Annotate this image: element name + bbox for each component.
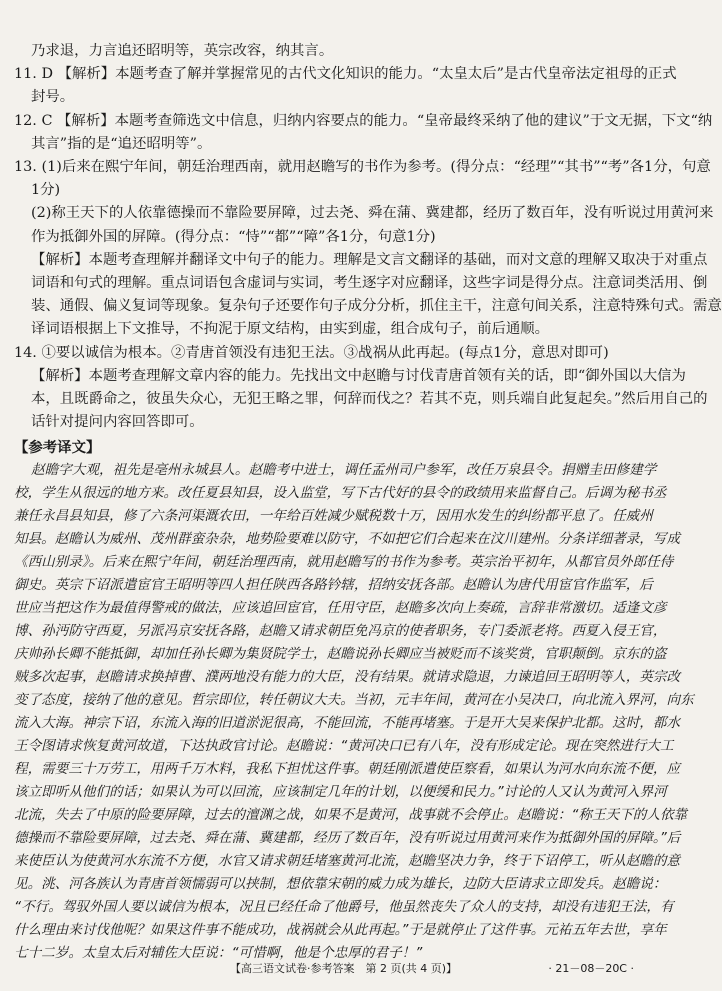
translation-line: 知县。赵瞻认为威州、茂州群蛮杂杂，地势险要难以防守，不如把它们合起来在汶川建州。分条详细著录，写成 — [14, 531, 681, 548]
translation-line: 世应当把这作为最值得警戒的做法，应该追回宦官，任用守臣，赵瞻多次向上奏疏，言辞非常激切。适逢文彦 — [14, 600, 667, 617]
answer-line: 乃求退，力言追还昭明等，英宗改容，纳其言。 — [31, 43, 334, 59]
answer-line: (2)称王天下的人依靠德操而不靠险要屏障，过去尧、舜在蒲、冀建都，经历了数百年，没有听说过用黄河来 — [31, 205, 714, 222]
translation-line: 博、孙沔防守西夏，另派冯京安抚各路，赵瞻又请求朝臣免冯京的使者职务，专门委派老将。西夏入侵王官， — [14, 623, 667, 640]
translation-line: 程，需要三十万劳工，用两千万木料，我私下担忧这件事。朝廷刚派遣使臣察看，如果认为河水向东流不便，应 — [14, 761, 681, 778]
answer-line: 译词语根据上下文推导，不拘泥于原文结构，由实到虚，组合成句子，前后通顺。 — [31, 321, 550, 338]
answer-line: 封号。 — [31, 89, 75, 106]
translation-line: 校，学生从很远的地方来。改任夏县知县，设入监堂，写下古代好的县令的政绩用来监督自己。后调为秘书丞 — [14, 485, 667, 502]
translation-line: 兼任永昌县知县，修了六条河渠溉农田，一年给百姓减少赋税数十万，因用水发生的纠纷都平息了。任威州 — [14, 508, 653, 525]
answer-line: 13. (1)后来在熙宁年间，朝廷治理西南，就用赵瞻写的书作为参考。(得分点：“经理”“其书”“考”各1分，句意 — [14, 159, 711, 176]
translation-line: 赵瞻字大观，祖先是亳州永城县人。赵瞻考中进士，调任孟州司户参军，改任万泉县令。捐赠圭田修建学 — [31, 462, 657, 479]
answer-line: 装、通假、偏义复词等现象。复杂句子还要作句子成分分析，抓住主干，注意句间关系，注意特殊句式。需意 — [31, 298, 722, 315]
translation-line: 贼多次起事，赵瞻请求换掉曹、濮两地没有能力的大臣，没有结果。就请求隐退，力谏追回王昭明等人，英宗改 — [14, 669, 681, 686]
answer-line: 其言”指的是“追还昭明等”。 — [31, 135, 212, 152]
translation-line: 七十二岁。太皇太后对辅佐大臣说：“可惜啊，他是个忠厚的君子！” — [14, 945, 423, 962]
page-footer — [0, 958, 652, 980]
translation-line: 德操而不靠险要屏障，过去尧、舜在蒲、冀建都，经历了数百年，没有听说过用黄河来作为抵御外国的屏障。”后 — [14, 830, 681, 847]
footer-code: · 21－08－20C · — [548, 962, 634, 975]
answer-line: 11. D 【解析】本题考查了解并掌握常见的古代文化知识的能力。“太皇太后”是古代皇帝法定祖母的正式 — [14, 66, 677, 83]
translation-line: 王令图请求恢复黄河故道，下达执政官讨论。赵瞻说：“黄河决口已有八年，没有形成定论。现在突然进行大工 — [14, 738, 674, 755]
translation-section — [14, 436, 694, 965]
answer-line: 1分) — [31, 182, 61, 199]
answer-line: 14. ①要以诚信为根本。②青唐首领没有违犯王法。③战祸从此再起。(每点1分，意思对即可) — [14, 344, 609, 361]
section-title: 【参考译文】 — [14, 439, 101, 456]
translation-line: “不行。驾驭外国人要以诚信为根本，况且已经任命了他爵号，他虽然丧失了众人的支持，却没有违犯王法，有 — [14, 899, 674, 916]
answer-line: 【解析】本题考查理解并翻译文中句子的能力。理解是文言文翻译的基础，而对文意的理解又取决于对重点 — [31, 251, 708, 268]
answer-line: 本，且既爵命之，彼虽失众心，无犯王略之罪，何辞而伐之？若其不克，则兵端自此复起矣。”然后用自己的 — [31, 391, 708, 408]
answer-section — [14, 40, 722, 434]
translation-line: 《西山别录》。后来在熙宁年间，朝廷治理西南，就用赵瞻写的书作为参考。英宗治平初年，从都官员外郎任侍 — [14, 554, 674, 571]
answer-line: 12. C 【解析】本题考查筛选文中信息，归纳内容要点的能力。“皇帝最终采纳了他的建议”于文无据，下文“纳 — [14, 112, 713, 129]
translation-line: 该立即听从他们的话；如果认为可以回流，应该制定几年的计划，以便缓和民力。”讨论的人又认为黄河入界河 — [14, 784, 667, 801]
answer-line: 话针对提问内容回答即可。 — [31, 414, 204, 431]
answer-line: 词语和句式的理解。重点词语包含虚词与实词，考生逐字对应翻译，这些字词是得分点。注意词类活用、倒 — [31, 275, 708, 292]
translation-line: 流入大海。神宗下诏，东流入海的旧道淤泥很高，不能回流，不能再堵塞。于是开大吴来保护北都。这时，都水 — [14, 715, 681, 732]
translation-line: 御史。英宗下诏派遣宦官王昭明等四人担任陕西各路钤辖，招纳安抚各部。赵瞻认为唐代用宦官作监军，后 — [14, 577, 653, 594]
footer-title: 【高三语文试卷·参考答案 第 2 页(共 4 页)】 — [230, 962, 458, 975]
translation-line: 见。洮、河各族认为青唐首领懦弱可以挟制，想依靠宋朝的威力成为雄长，边防大臣请求立即发兵。赵瞻说： — [14, 876, 667, 893]
answer-line: 【解析】本题考查理解文章内容的能力。先找出文中赵瞻与讨伐青唐首领有关的话，即“御外国以大信为 — [31, 367, 686, 384]
translation-line: 什么理由来讨伐他呢？如果这件事不能成功，战祸就会从此再起。”于是就停止了这件事。元祐五年去世，享年 — [14, 922, 667, 939]
translation-line: 北流，失去了中原的险要屏障，过去的澶渊之战，如果不是黄河，战事就不会停止。赵瞻说：“称王天下的人依靠 — [14, 807, 688, 824]
translation-line: 来使臣认为使黄河水东流不方便，水官又请求朝廷堵塞黄河北流，赵瞻坚决力争，终于下诏停工，听从赵瞻的意 — [14, 853, 681, 870]
answer-line: 作为抵御外国的屏障。(得分点：“恃”“都”“障”各1分，句意1分) — [31, 228, 436, 245]
translation-line: 庆帅孙长卿不能抵御，却加任孙长卿为集贤院学士，赵瞻说孙长卿应当被贬而不该奖赏，官职颠倒。京东的盗 — [14, 646, 667, 663]
translation-line: 变了态度，接纳了他的意见。哲宗即位，转任朝议大夫。当初，元丰年间，黄河在小吴决口，向北流入界河，向东 — [14, 692, 694, 709]
